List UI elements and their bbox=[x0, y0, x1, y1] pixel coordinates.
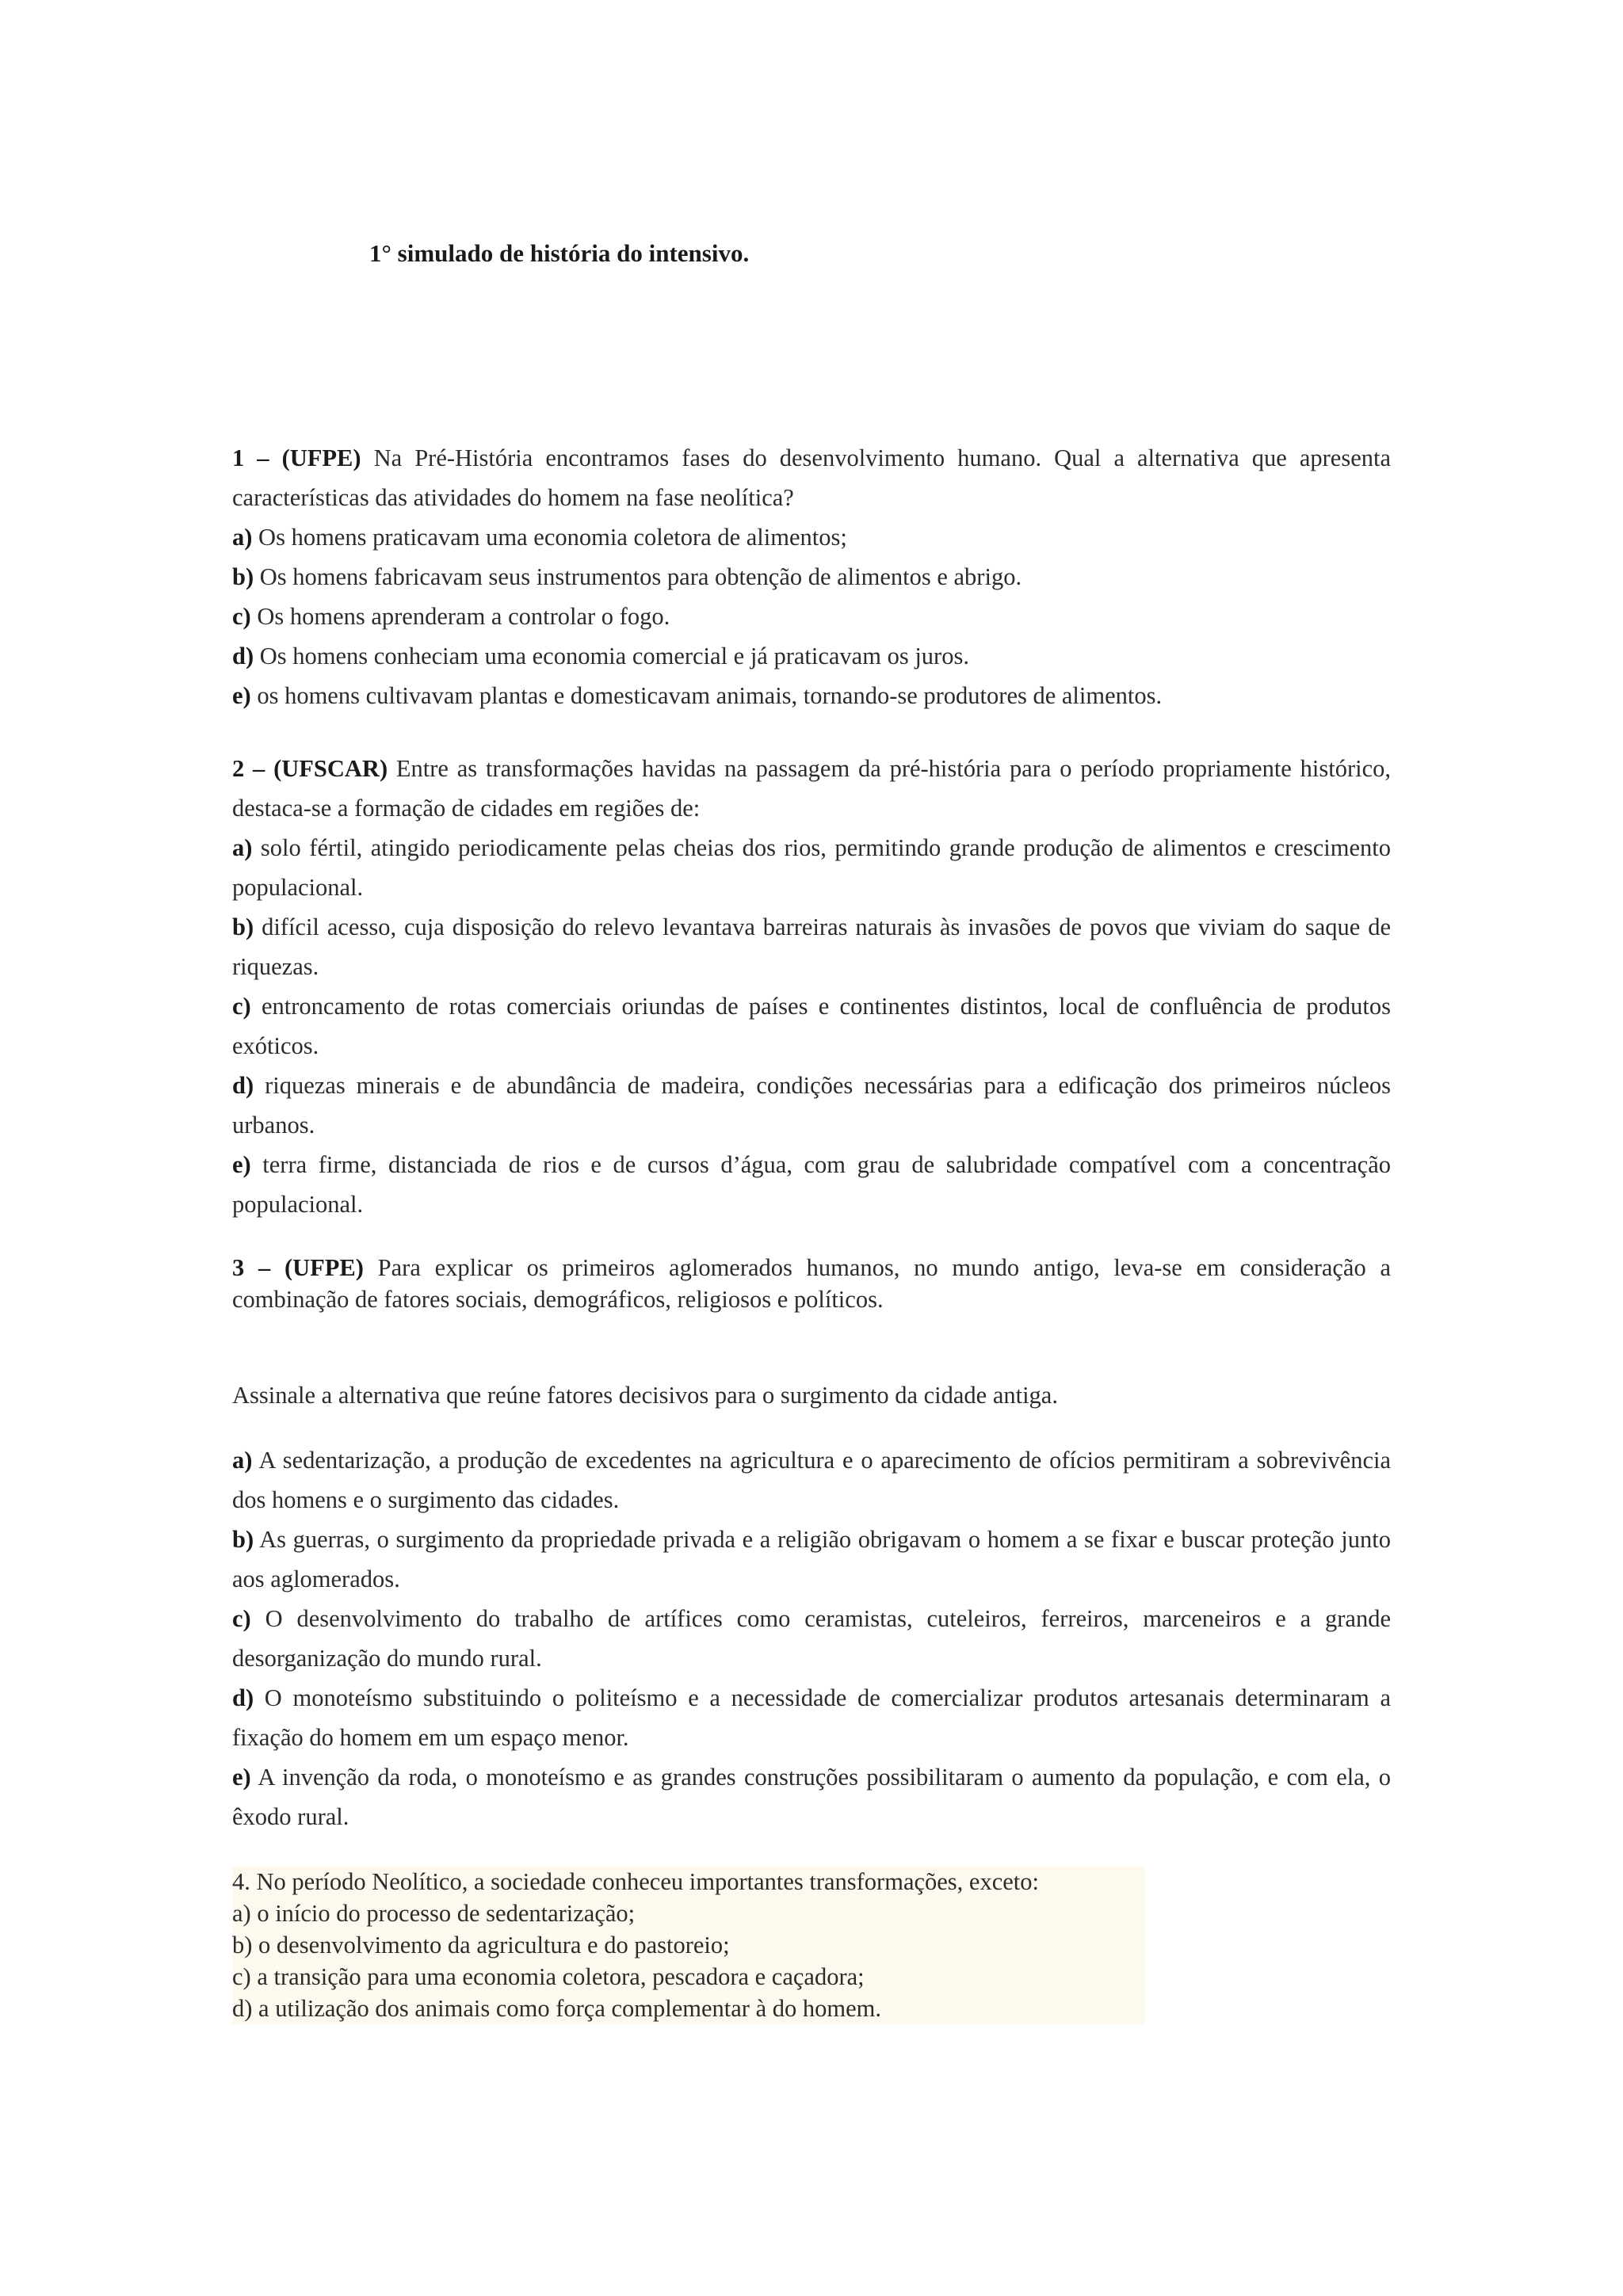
question-3 bbox=[232, 1252, 1391, 1315]
question-1-option-b: b) Os homens fabricavam seus instrumentos para obtenção de alimentos e abrigo. bbox=[232, 563, 1022, 590]
question-4-stem: 4. No período Neolítico, a sociedade conheceu importantes transformações, exceto: bbox=[232, 1868, 1039, 1895]
question-2-option-b: b) difícil acesso, cuja disposição do relevo levantava barreiras naturais às invasões de povos que viviam do saque de riquezas. bbox=[232, 913, 1391, 980]
question-3-option-b: b) As guerras, o surgimento da propriedade privada e a religião obrigavam o homem a se fixar e buscar proteção junto aos aglomerados. bbox=[232, 1526, 1391, 1592]
question-1-number: 1 – (UFPE) bbox=[232, 444, 361, 471]
question-2-option-c: c) entroncamento de rotas comerciais oriundas de países e continentes distintos, local de confluência de produtos exóticos. bbox=[232, 993, 1391, 1059]
question-1-stem bbox=[232, 438, 1391, 517]
question-2-option-a: a) solo fértil, atingido periodicamente pelas cheias dos rios, permitindo grande produção de alimentos e crescimento populacional. bbox=[232, 834, 1391, 901]
question-2-stem bbox=[232, 749, 1391, 828]
question-2-number: 2 – (UFSCAR) bbox=[232, 755, 388, 782]
question-3-instruction: Assinale a alternativa que reúne fatores decisivos para o surgimento da cidade antiga. bbox=[232, 1382, 1058, 1409]
question-2 bbox=[232, 749, 1391, 1224]
question-2-option-e: e) terra firme, distanciada de rios e de cursos d’água, com grau de salubridade compatível com a concentração populacional. bbox=[232, 1151, 1391, 1218]
question-2-option-d: d) riquezas minerais e de abundância de madeira, condições necessárias para a edificação dos primeiros núcleos urbanos. bbox=[232, 1072, 1391, 1138]
question-4-option-d: d) a utilização dos animais como força complementar à do homem. bbox=[232, 1995, 881, 2022]
question-4-option-b: b) o desenvolvimento da agricultura e do pastoreio; bbox=[232, 1932, 730, 1958]
question-3-option-a: a) A sedentarização, a produção de excedentes na agricultura e o aparecimento de ofícios permitiram a sobrevivência dos homens e o surgimento das cidades. bbox=[232, 1447, 1391, 1513]
question-1-option-e: e) os homens cultivavam plantas e domesticavam animais, tornando-se produtores de alimentos. bbox=[232, 682, 1163, 709]
question-3-option-e: e) A invenção da roda, o monoteísmo e as grandes construções possibilitaram o aumento da população, e com ela, o êxodo rural. bbox=[232, 1764, 1391, 1830]
question-1 bbox=[232, 438, 1391, 715]
question-3-option-c: c) O desenvolvimento do trabalho de artífices como ceramistas, cuteleiros, ferreiros, marceneiros e a grande desorganização do mundo rural. bbox=[232, 1605, 1391, 1672]
question-1-option-c: c) Os homens aprenderam a controlar o fogo. bbox=[232, 603, 670, 630]
question-3-option-d: d) O monoteísmo substituindo o politeísmo e a necessidade de comercializar produtos artesanais determinaram a fixação do homem em um espaço menor. bbox=[232, 1684, 1391, 1751]
question-2-text: Entre as transformações havidas na passagem da pré-história para o período propriamente histórico, destaca-se a formação de cidades em regiões de: bbox=[232, 755, 1391, 822]
question-3-number: 3 – (UFPE) bbox=[232, 1254, 364, 1281]
question-1-option-a: a) Os homens praticavam uma economia coletora de alimentos; bbox=[232, 524, 847, 551]
question-4 bbox=[232, 1866, 1145, 2024]
question-3-text: Para explicar os primeiros aglomerados humanos, no mundo antigo, leva-se em consideração a combinação de fatores sociais, demográficos, religiosos e políticos. bbox=[232, 1254, 1391, 1313]
page-title: 1° simulado de história do intensivo. bbox=[369, 239, 750, 267]
question-1-text: Na Pré-História encontramos fases do desenvolvimento humano. Qual a alternativa que apresenta características das atividades do homem na fase neolítica? bbox=[232, 444, 1392, 511]
question-3-stem bbox=[232, 1252, 1391, 1315]
question-4-option-c: c) a transição para uma economia coletora, pescadora e caçadora; bbox=[232, 1963, 865, 1990]
question-4-option-a: a) o início do processo de sedentarização; bbox=[232, 1900, 636, 1927]
question-3-options bbox=[232, 1440, 1391, 1836]
question-1-option-d: d) Os homens conheciam uma economia comercial e já praticavam os juros. bbox=[232, 643, 969, 669]
question-3-instruction-block bbox=[232, 1375, 1391, 1415]
